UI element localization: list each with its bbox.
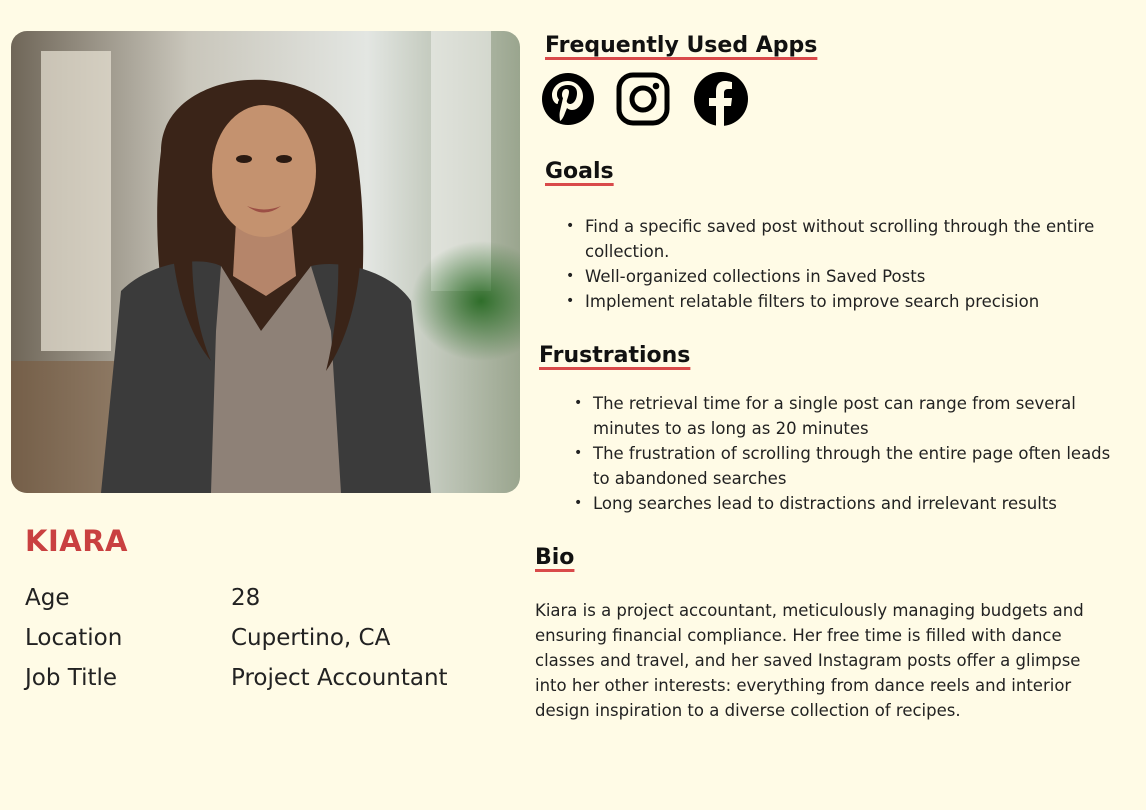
goals-list <box>566 214 1126 314</box>
detail-label: Job Title <box>25 665 118 691</box>
list-item: • The frustration of scrolling through the entire page often leads to abandoned searches <box>574 441 1114 491</box>
persona-details <box>25 585 505 705</box>
apps-heading: Frequently Used Apps <box>545 33 818 58</box>
pinterest-icon <box>540 71 596 127</box>
facebook-icon <box>693 71 749 127</box>
list-item: • The retrieval time for a single post can range from several minutes to as long as 20 minutes <box>574 391 1114 441</box>
frustrations-list <box>574 391 1114 516</box>
persona-photo <box>11 31 520 493</box>
list-item: • Implement relatable filters to improve search precision <box>566 289 1126 314</box>
persona-name: KIARA <box>25 524 128 558</box>
detail-label: Location <box>25 625 123 651</box>
detail-value: Cupertino, CA <box>231 625 391 651</box>
instagram-icon <box>615 71 671 127</box>
detail-row-location <box>25 625 505 665</box>
detail-row-age <box>25 585 505 625</box>
detail-label: Age <box>25 585 70 611</box>
detail-value: 28 <box>231 585 261 611</box>
bio-heading: Bio <box>535 545 575 570</box>
list-item: • Long searches lead to distractions and irrelevant results <box>574 491 1114 516</box>
detail-row-job-title <box>25 665 505 705</box>
list-item: • Find a specific saved post without scrolling through the entire collection. <box>566 214 1126 264</box>
detail-value: Project Accountant <box>231 665 448 691</box>
frustrations-heading: Frustrations <box>539 343 691 368</box>
persona-portrait-image <box>11 31 520 493</box>
list-item: • Well-organized collections in Saved Posts <box>566 264 1126 289</box>
bio-text: Kiara is a project accountant, meticulously managing budgets and ensuring financial compliance. Her free time is filled with dance classes and travel, and her saved Instagram posts offer a glimpse into her other interests: everything from dance reels and interior design inspiration to a diverse collection of recipes. <box>535 601 1084 720</box>
goals-heading: Goals <box>545 159 614 184</box>
